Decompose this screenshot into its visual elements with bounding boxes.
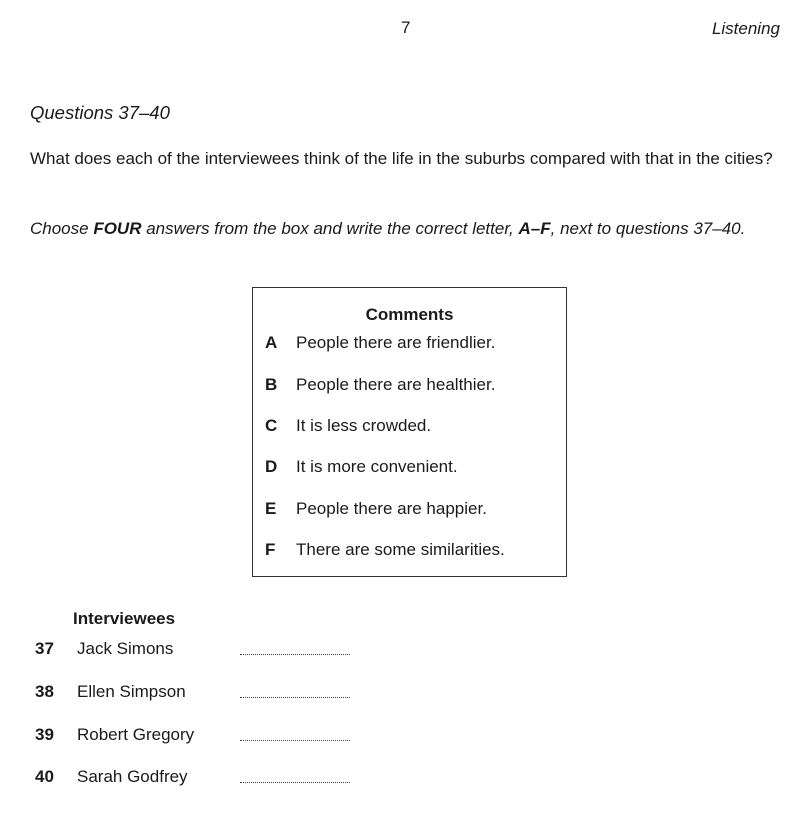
comments-title: Comments bbox=[365, 305, 454, 324]
option-letter: D bbox=[265, 457, 278, 476]
option-text: It is more convenient. bbox=[296, 457, 458, 476]
instruction-text-1: Choose bbox=[30, 219, 94, 238]
answer-blank-40[interactable] bbox=[240, 782, 350, 783]
option-d bbox=[265, 457, 458, 477]
answer-blank-39[interactable] bbox=[240, 740, 350, 741]
option-b bbox=[265, 375, 495, 395]
option-text: People there are friendlier. bbox=[296, 333, 496, 352]
page-number: 7 bbox=[401, 18, 411, 37]
interviewee-name: Jack Simons bbox=[77, 639, 174, 658]
interviewee-name: Robert Gregory bbox=[77, 725, 195, 744]
questions-heading: Questions 37–40 bbox=[30, 102, 170, 123]
instruction-text-3: , next to questions 37–40. bbox=[550, 219, 746, 238]
question-number: 38 bbox=[35, 682, 54, 701]
option-f bbox=[265, 540, 505, 560]
interviewee-row-38 bbox=[35, 682, 375, 706]
option-e bbox=[265, 499, 487, 519]
option-letter: F bbox=[265, 540, 276, 559]
option-letter: B bbox=[265, 375, 278, 394]
option-letter: A bbox=[265, 333, 278, 352]
instruction bbox=[30, 215, 790, 242]
instruction-range: A–F bbox=[518, 219, 551, 238]
instruction-text-2: answers from the box and write the correct letter, bbox=[141, 219, 519, 238]
option-text: People there are healthier. bbox=[296, 375, 496, 394]
option-letter: C bbox=[265, 416, 278, 435]
option-text: There are some similarities. bbox=[296, 540, 505, 559]
interviewee-row-40 bbox=[35, 767, 375, 791]
option-letter: E bbox=[265, 499, 277, 518]
answer-blank-38[interactable] bbox=[240, 697, 350, 698]
interviewees-heading: Interviewees bbox=[73, 609, 176, 628]
interviewee-name: Ellen Simpson bbox=[77, 682, 186, 701]
comments-box bbox=[252, 287, 567, 577]
answer-blank-37[interactable] bbox=[240, 654, 350, 655]
interviewee-row-39 bbox=[35, 725, 375, 749]
instruction-count: FOUR bbox=[93, 219, 142, 238]
question-prompt: What does each of the interviewees think of the life in the suburbs compared with that in the cities? bbox=[30, 149, 773, 168]
question-number: 39 bbox=[35, 725, 54, 744]
interviewee-row-37 bbox=[35, 639, 375, 663]
option-text: It is less crowded. bbox=[296, 416, 432, 435]
section-label: Listening bbox=[711, 19, 780, 38]
question-number: 40 bbox=[35, 767, 54, 786]
question-number: 37 bbox=[35, 639, 54, 658]
option-a bbox=[265, 333, 495, 353]
interviewee-name: Sarah Godfrey bbox=[77, 767, 188, 786]
option-text: People there are happier. bbox=[296, 499, 487, 518]
option-c bbox=[265, 416, 431, 436]
